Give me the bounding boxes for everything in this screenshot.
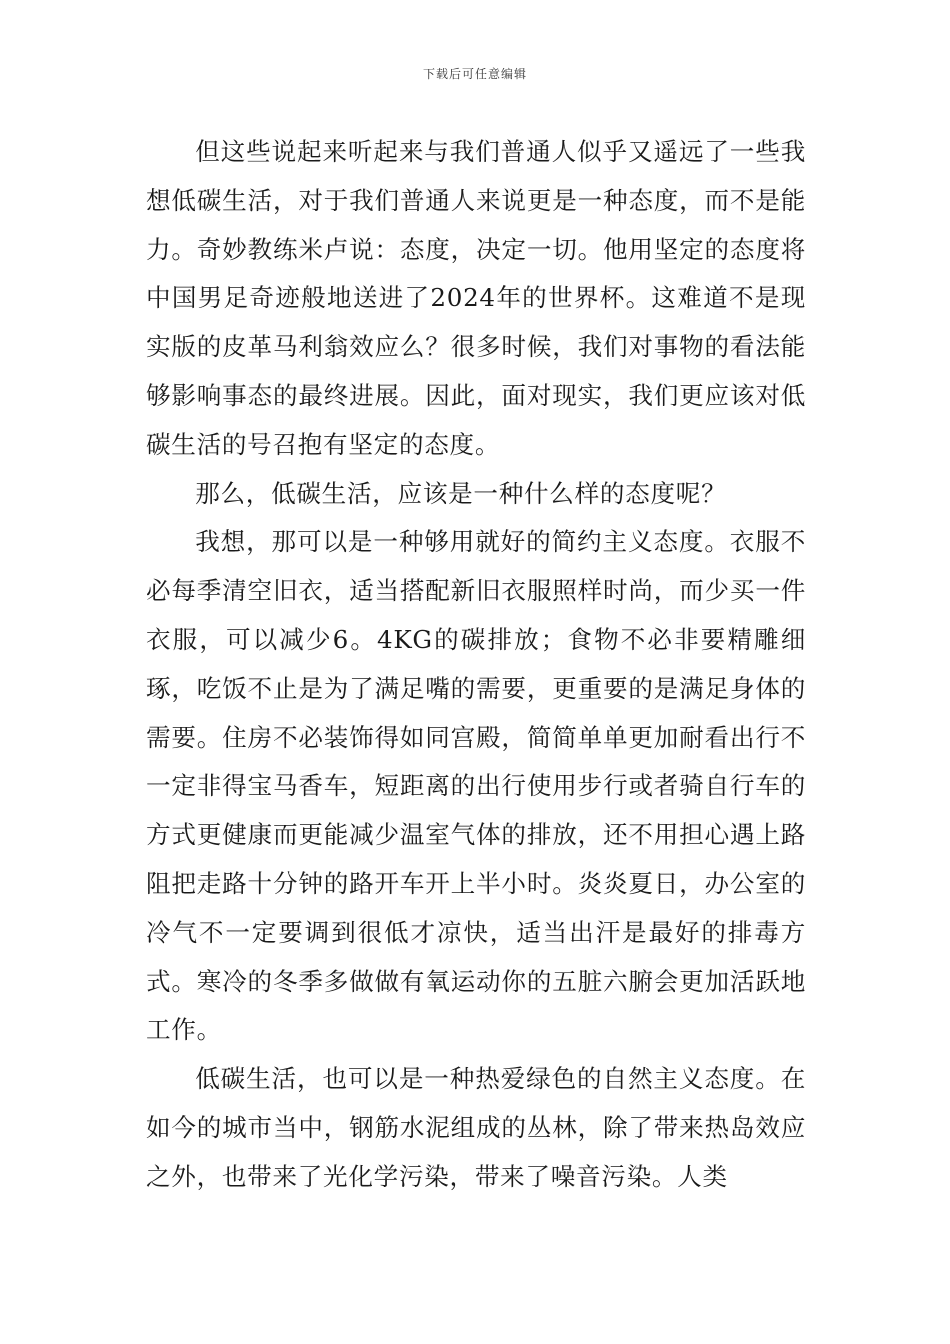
paragraph-4: 低碳生活，也可以是一种热爱绿色的自然主义态度。在如今的城市当中，钢筋水泥组成的丛林，除了带来热岛效应之外，也带来了光化学污染，带来了噪音污染。人类 [146,1064,806,1191]
page-header-note: 下载后可任意编辑 [422,67,527,81]
document-body [146,128,806,1202]
paragraph-1: 但这些说起来听起来与我们普通人似乎又遥远了一些我想低碳生活，对于我们普通人来说更是一种态度，而不是能力。奇妙教练米卢说：态度，决定一切。他用坚定的态度将中国男足奇迹般地送进了2024年的世界杯。这难道不是现实版的皮革马利翁效应么？很多时候，我们对事物的看法能够影响事态的最终进展。因此，面对现实，我们更应该对低碳生活的号召抱有坚定的态度。 [146,137,806,459]
paragraph-3: 我想，那可以是一种够用就好的简约主义态度。衣服不必每季清空旧衣，适当搭配新旧衣服照样时尚，而少买一件衣服，可以减少6。4KG的碳排放；食物不必非要精雕细琢，吃饭不止是为了满足嘴的需要，更重要的是满足身体的需要。住房不必装饰得如同宫殿，简简单单更加耐看出行不一定非得宝马香车，短距离的出行使用步行或者骑自行车的方式更健康而更能减少温室气体的排放，还不用担心遇上路阻把走路十分钟的路开车开上半小时。炎炎夏日，办公室的冷气不一定要调到很低才凉快，适当出汗是最好的排毒方式。寒冷的冬季多做做有氧运动你的五脏六腑会更加活跃地工作。 [146,527,806,1045]
paragraph-2: 那么，低碳生活，应该是一种什么样的态度呢？ [195,478,727,508]
